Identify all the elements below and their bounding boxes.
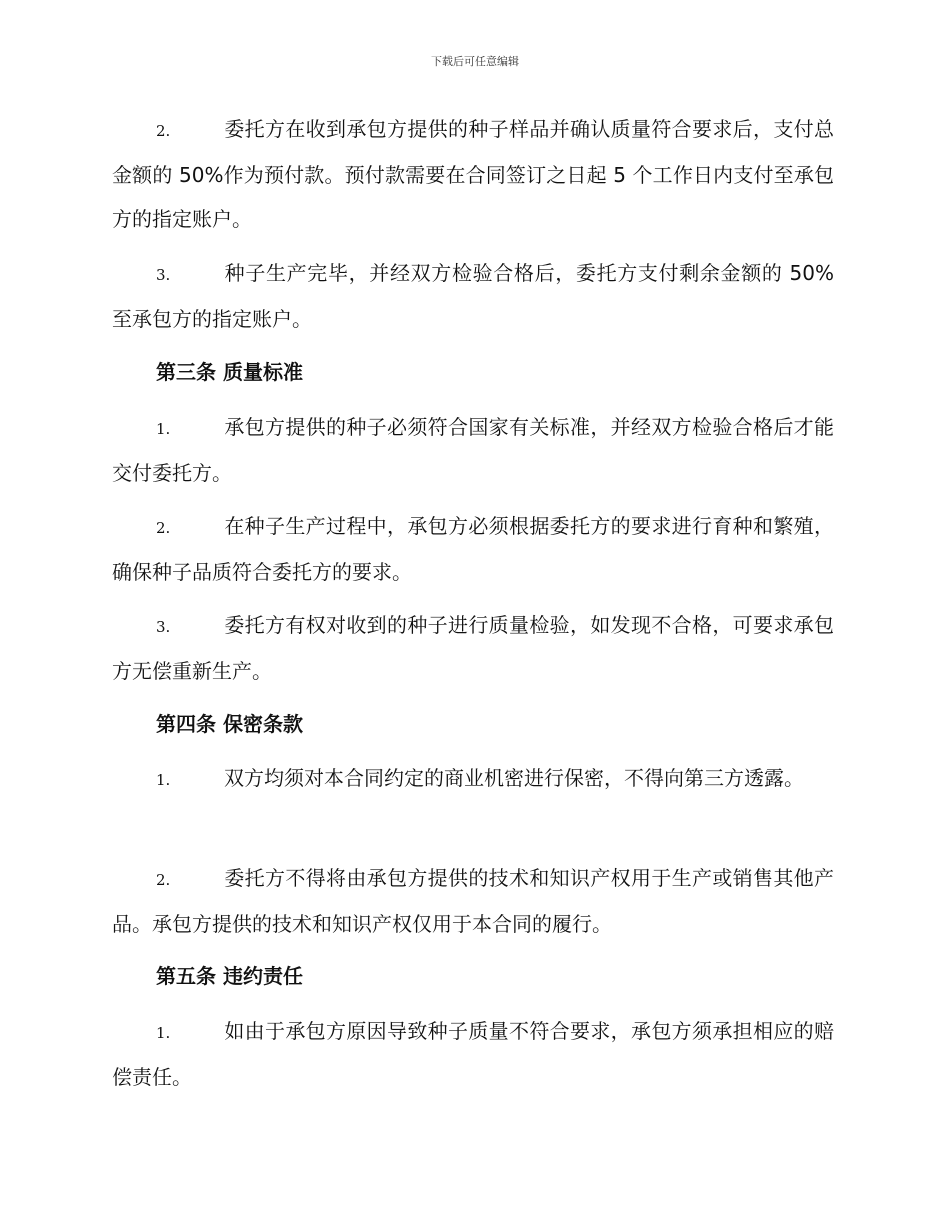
quality-clause-3 — [112, 603, 834, 693]
quality-clause-2 — [112, 504, 834, 594]
liability-clause-1 — [112, 1009, 834, 1099]
clause-number: 3. — [156, 618, 171, 636]
clause-text: 种子生产完毕，并经双方检验合格后，委托方支付剩余金额的 50%至承包方的指定账户。 — [112, 261, 834, 331]
confidentiality-clause-2 — [112, 856, 834, 946]
clause-text: 在种子生产过程中，承包方必须根据委托方的要求进行育种和繁殖，确保种子品质符合委托方的要求。 — [112, 514, 834, 584]
section-heading-confidentiality: 第四条 保密条款 — [156, 712, 303, 736]
clause-number: 3. — [156, 266, 171, 284]
page-header: 下载后可任意编辑 — [431, 55, 519, 68]
clause-number: 1. — [156, 1024, 171, 1042]
clause-number: 1. — [156, 771, 171, 789]
section-heading-quality: 第三条 质量标准 — [156, 360, 303, 384]
section-heading-liability: 第五条 违约责任 — [156, 964, 303, 988]
clause-text: 如由于承包方原因导致种子质量不符合要求，承包方须承担相应的赔偿责任。 — [112, 1019, 834, 1089]
confidentiality-clause-1 — [112, 756, 834, 802]
quality-clause-1 — [112, 405, 834, 495]
clause-number: 1. — [156, 420, 171, 438]
clause-number: 2. — [156, 519, 171, 537]
payment-clause-3 — [112, 251, 834, 341]
clause-text: 委托方有权对收到的种子进行质量检验，如发现不合格，可要求承包方无偿重新生产。 — [112, 613, 834, 683]
clause-text: 承包方提供的种子必须符合国家有关标准，并经双方检验合格后才能交付委托方。 — [112, 415, 834, 485]
clause-number: 2. — [156, 122, 171, 140]
payment-clause-2 — [112, 107, 834, 241]
clause-text: 委托方在收到承包方提供的种子样品并确认质量符合要求后，支付总金额的 50%作为预付款。预付款需要在合同签订之日起 5 个工作日内支付至承包方的指定账户。 — [112, 117, 834, 231]
clause-number: 2. — [156, 871, 171, 889]
clause-text: 委托方不得将由承包方提供的技术和知识产权用于生产或销售其他产品。承包方提供的技术和知识产权仅用于本合同的履行。 — [112, 866, 834, 936]
clause-text: 双方均须对本合同约定的商业机密进行保密，不得向第三方透露。 — [224, 766, 804, 790]
